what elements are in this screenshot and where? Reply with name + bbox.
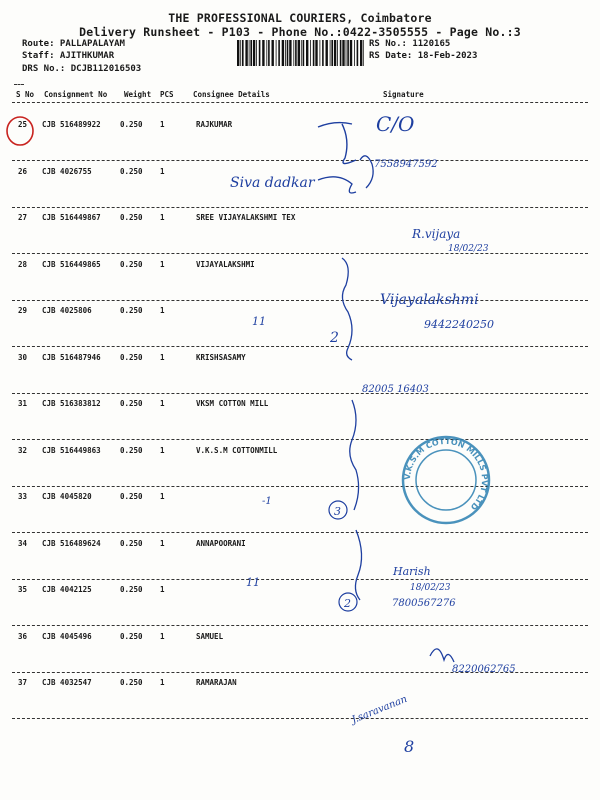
row-pcs: 1 [160, 585, 165, 594]
row-weight: 0.250 [120, 585, 143, 594]
barcode-bar [313, 40, 315, 66]
barcode-bar [253, 40, 255, 66]
row-divider [12, 486, 588, 487]
signature-row26-name: Siva dadkar [230, 175, 315, 191]
signature-row29-phone: 9442240250 [424, 318, 494, 331]
row-divider [12, 672, 588, 673]
row-consignment-no: CJB 516449867 [42, 213, 101, 222]
row-divider [12, 253, 588, 254]
row-sno: 26 [18, 167, 28, 176]
col-header-sno: S No [16, 90, 35, 99]
bottom-mark: 8 [404, 737, 415, 756]
row-consignee: KRISHSASAMY [196, 353, 246, 362]
signature-row26-phone: 7558947592 [374, 159, 438, 170]
row-divider [12, 718, 588, 719]
barcode-bar [289, 40, 291, 66]
row-consignee: RAMARAJAN [196, 678, 237, 687]
col-header-consignment: Consignment No [44, 90, 108, 99]
row-pcs: 1 [160, 492, 165, 501]
barcode-bar [330, 40, 331, 66]
row-sno: 35 [18, 585, 28, 594]
row-weight: 0.250 [120, 260, 143, 269]
count-row33: 3 [334, 505, 341, 518]
row-consignee: SAMUEL [196, 632, 224, 641]
route-label: Route: PALLAPALAYAM [22, 39, 125, 49]
row-sno: 34 [18, 539, 28, 548]
barcode-bar [249, 40, 250, 66]
row-weight: 0.250 [120, 167, 143, 176]
barcode-bar [285, 40, 286, 66]
barcode-bar [350, 40, 352, 66]
row-sno: 28 [18, 260, 28, 269]
row-consignment-no: CJB 4045820 [42, 492, 92, 501]
row-weight: 0.250 [120, 632, 143, 641]
barcode-image [237, 40, 364, 66]
row-divider [12, 625, 588, 626]
signature-row27-name: R.vijaya [412, 227, 461, 241]
row-weight: 0.250 [120, 120, 143, 129]
signature-row37: J.saravanan [350, 693, 409, 726]
barcode-bar [298, 40, 300, 66]
row-sno: 30 [18, 353, 28, 362]
count-circle-row35 [339, 593, 357, 611]
signature-row26-stroke [318, 156, 373, 193]
row-divider [12, 160, 588, 161]
barcode-bar [272, 40, 274, 66]
row-consignment-no: CJB 4025806 [42, 306, 92, 315]
signature-row25: C/O [376, 112, 415, 136]
company-stamp [403, 437, 489, 523]
row-consignment-no: CJB 516449865 [42, 260, 101, 269]
row-weight: 0.250 [120, 678, 143, 687]
signature-row36-stroke [430, 649, 454, 662]
barcode-bar [334, 40, 336, 66]
row-consignee: ANNAPOORANI [196, 539, 246, 548]
barcode-bar [354, 40, 355, 66]
barcode-bar [293, 40, 294, 66]
barcode-bar [282, 40, 284, 66]
barcode-bar [357, 40, 359, 66]
ditto-brace-34-35 [355, 530, 361, 600]
row-consignment-no: CJB 4045496 [42, 632, 92, 641]
ditto-mark-row29: 11 [252, 315, 266, 328]
barcode-bar [262, 40, 264, 66]
row-pcs: 1 [160, 446, 165, 455]
barcode-bar [326, 40, 328, 66]
row-sno: 33 [18, 492, 28, 501]
row-sno: 31 [18, 399, 28, 408]
barcode-bar [346, 40, 347, 66]
row-weight: 0.250 [120, 446, 143, 455]
row-divider [12, 579, 588, 580]
barcode-bar [342, 40, 344, 66]
row-consignee: VIJAYALAKSHMI [196, 260, 255, 269]
row-consignment-no: CJB 516489624 [42, 539, 101, 548]
svg-text:V.K.S.M COTTON MILLS PVT LTD [403, 437, 489, 512]
signature-row35-phone: 7800567276 [392, 598, 456, 609]
runsheet-subtitle: Delivery Runsheet - P103 - Phone No.:0422-3505555 - Page No.:3 [79, 25, 521, 39]
barcode-bar [276, 40, 277, 66]
ditto-brace-31-33 [350, 400, 359, 510]
col-header-pcs: PCS [160, 90, 174, 99]
count-row35: 2 [344, 597, 351, 610]
row-sno: 36 [18, 632, 28, 641]
row-consignee: V.K.S.M COTTONMILL [196, 446, 278, 455]
signature-row25-stroke [318, 123, 356, 164]
barcode-bar [278, 40, 280, 66]
row-divider [12, 439, 588, 440]
col-header-signature: Signature [383, 90, 424, 99]
barcode-bar [360, 40, 362, 66]
row-consignee: VKSM COTTON MILL [196, 399, 269, 408]
row-weight: 0.250 [120, 492, 143, 501]
count-circle-row33 [329, 501, 347, 519]
row-weight: 0.250 [120, 353, 143, 362]
row-divider [12, 532, 588, 533]
signature-row35-name: Harish [393, 565, 431, 578]
row-pcs: 1 [160, 120, 165, 129]
row-divider [12, 207, 588, 208]
barcode-bar [295, 40, 297, 66]
barcode-bar [322, 40, 324, 66]
barcode-bar [363, 40, 364, 66]
row-consignment-no: CJB 4032547 [42, 678, 92, 687]
barcode-bar [242, 40, 244, 66]
row-pcs: 1 [160, 306, 165, 315]
row-weight: 0.250 [120, 306, 143, 315]
rs-number: RS No.: 1120165 [369, 39, 451, 49]
signature-row29-name: Vijayalakshmi [380, 292, 479, 308]
row-sno: 27 [18, 213, 28, 222]
barcode-bar [331, 40, 333, 66]
row-sno: 32 [18, 446, 28, 455]
signature-row36-phone: 8220062765 [452, 664, 516, 675]
header-divider-short [14, 84, 24, 85]
barcode-bar [256, 40, 257, 66]
ditto-brace-28-30 [342, 258, 352, 360]
barcode-bar [337, 40, 338, 66]
signature-row27-date: 18/02/23 [448, 244, 489, 254]
row-consignment-no: CJB 516489922 [42, 120, 101, 129]
row-consignment-no: CJB 4042125 [42, 585, 92, 594]
row-divider [12, 300, 588, 301]
row-pcs: 1 [160, 167, 165, 176]
signature-row31-phone: 82005 16403 [362, 384, 429, 395]
row-consignment-no: CJB 516383812 [42, 399, 101, 408]
row-pcs: 1 [160, 678, 165, 687]
row-divider [12, 393, 588, 394]
row-weight: 0.250 [120, 539, 143, 548]
barcode-bar [237, 40, 239, 66]
row-pcs: 1 [160, 632, 165, 641]
row-divider [12, 346, 588, 347]
row-sno: 25 [18, 120, 28, 129]
barcode-bar [250, 40, 252, 66]
row-consignment-no: CJB 516487946 [42, 353, 101, 362]
barcode-bar [320, 40, 321, 66]
row-pcs: 1 [160, 353, 165, 362]
row-weight: 0.250 [120, 399, 143, 408]
rs-date: RS Date: 18-Feb-2023 [369, 51, 478, 61]
barcode-bar [287, 40, 289, 66]
count-row30: 2 [330, 330, 339, 346]
col-header-weight: Weight [124, 90, 152, 99]
ditto-mark-row33: -1 [262, 496, 272, 507]
row-consignee: SREE VIJAYALAKSHMI TEX [196, 213, 296, 222]
row-consignee: RAJKUMAR [196, 120, 233, 129]
row-weight: 0.250 [120, 213, 143, 222]
barcode-bar [259, 40, 261, 66]
header-divider [12, 102, 588, 103]
barcode-bar [245, 40, 247, 66]
barcode-bar [340, 40, 342, 66]
col-header-consignee: Consignee Details [193, 90, 270, 99]
signature-row35-date: 18/02/23 [410, 583, 451, 593]
barcode-bar [306, 40, 308, 66]
stamp-text: V.K.S.M COTTON MILLS PVT LTD [402, 436, 490, 512]
staff-label: Staff: AJITHKUMAR [22, 51, 115, 61]
row-consignment-no: CJB 4026755 [42, 167, 92, 176]
barcode-bar [303, 40, 305, 66]
barcode-bar [347, 40, 349, 66]
row-pcs: 1 [160, 539, 165, 548]
row-sno: 29 [18, 306, 28, 315]
row-sno: 37 [18, 678, 28, 687]
row-consignment-no: CJB 516449863 [42, 446, 101, 455]
row-pcs: 1 [160, 260, 165, 269]
barcode-bar [310, 40, 311, 66]
barcode-bar [266, 40, 267, 66]
barcode-bar [240, 40, 241, 66]
row-pcs: 1 [160, 399, 165, 408]
company-title: THE PROFESSIONAL COURIERS, Coimbatore [168, 11, 432, 25]
drs-number: DRS No.: DCJB112016503 [22, 64, 142, 74]
barcode-bar [315, 40, 317, 66]
ditto-mark-row35: 11 [246, 576, 260, 589]
row-pcs: 1 [160, 213, 165, 222]
barcode-bar [268, 40, 270, 66]
barcode-bar [301, 40, 302, 66]
